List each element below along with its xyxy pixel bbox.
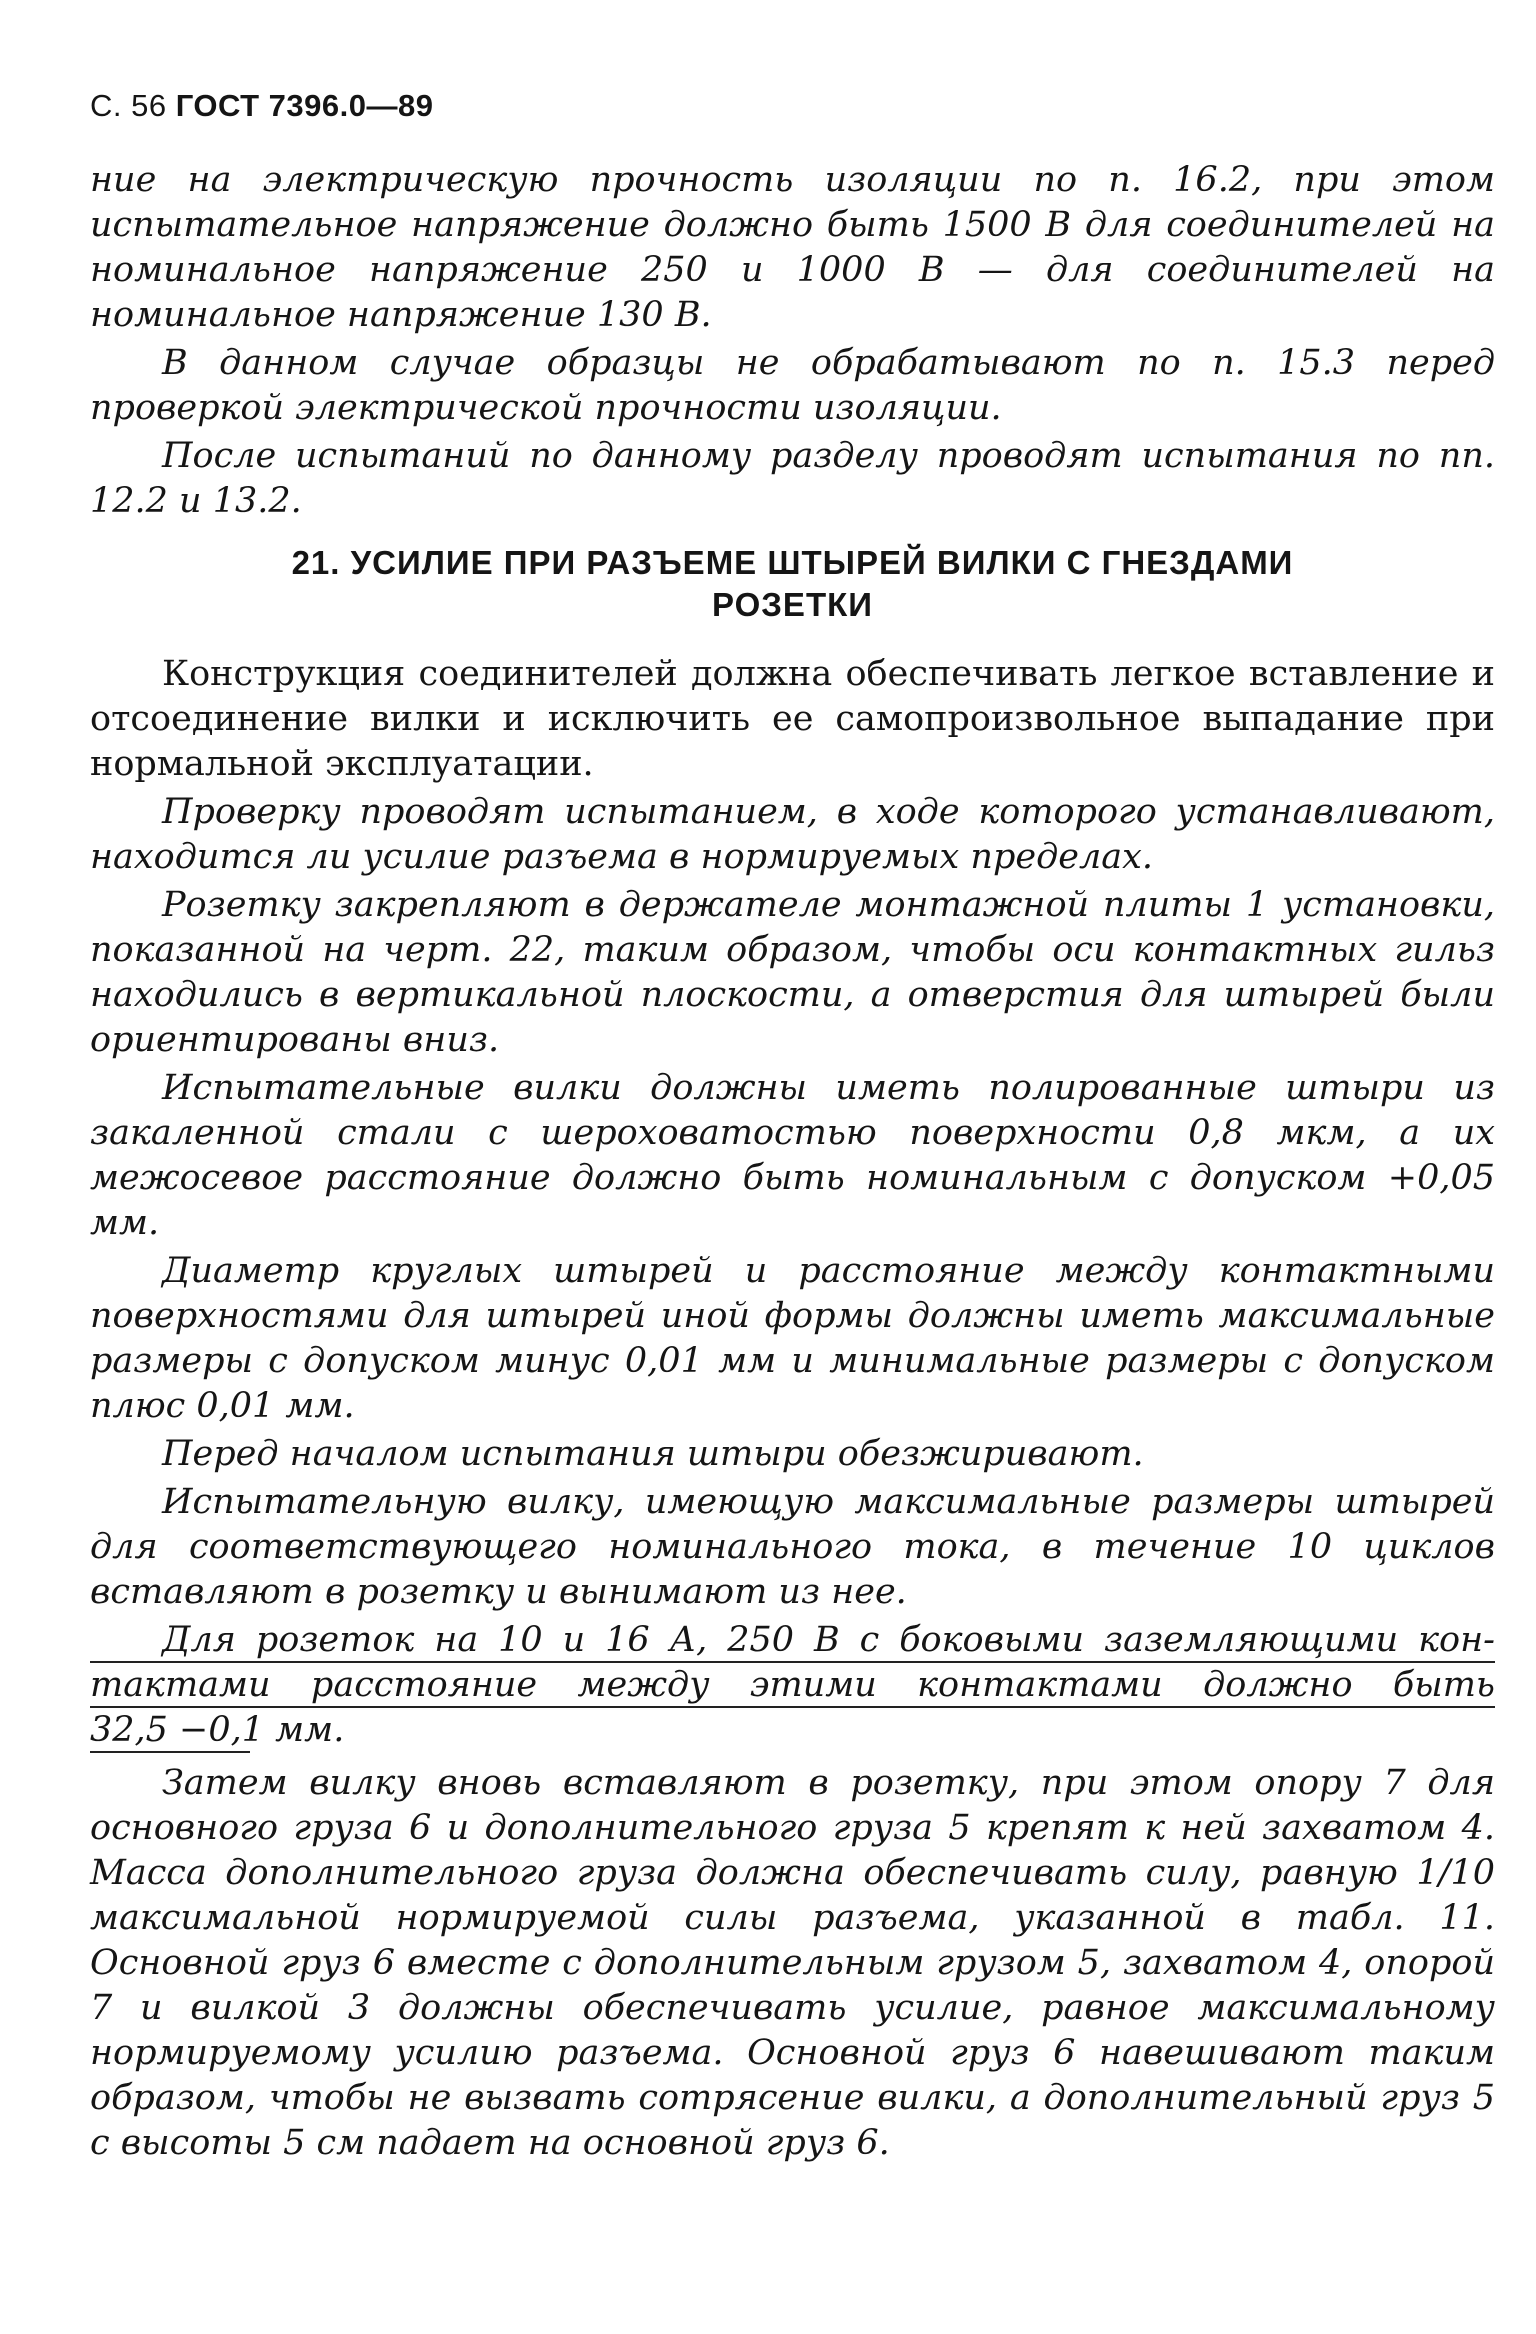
page-header [90, 88, 1495, 124]
section-heading-line2: РОЗЕТКИ [712, 586, 873, 623]
paragraph: Испытательную вилку, имеющую максимальные размеры штырей для соответствующего номинального тока, в течение 10 циклов вставляют в розетку и вынимают из нее. [90, 1482, 1495, 1612]
paragraph: Перед началом испытания штыри обезжиривают. [162, 1434, 1144, 1474]
section-heading [90, 542, 1495, 626]
paragraph: Розетку закрепляют в держателе монтажной плиты 1 установки, показанной на черт. 22, таким образом, чтобы оси контактных гильз находились в вертикальной плоскости, а отверстия для штырей были ориентированы вниз. [90, 885, 1495, 1060]
paragraph: Проверку проводят испытанием, в ходе которого устанавливают, находится ли усилие разъема в нормируемых пределах. [90, 792, 1495, 877]
underlined-amendment [90, 1618, 1495, 1753]
standard-id: ГОСТ 7396.0—89 [175, 88, 434, 123]
page-number: С. 56 [90, 88, 167, 123]
section-heading-line1: 21. УСИЛИЕ ПРИ РАЗЪЕМЕ ШТЫРЕЙ ВИЛКИ С ГНЕЗДАМИ [291, 544, 1294, 581]
paragraph-requirement: Конструкция соединителей должна обеспечивать легкое вставление и отсоединение вилки и исключить ее самопроизвольное выпадание при нормальной эксплуатации. [90, 654, 1495, 784]
paragraph: После испытаний по данному разделу проводят испытания по пп. 12.2 и 13.2. [90, 436, 1495, 521]
paragraph-continuation: ние на электрическую прочность изоляции по п. 16.2, при этом испытательное напряжение должно быть 1500 В для соединителей на номинальное напряжение 250 и 1000 В — для соединителей на номинальное напряжение 130 В. [90, 160, 1495, 335]
paragraph: Испытательные вилки должны иметь полированные штыри из закаленной стали с шероховатостью поверхности 0,8 мкм, а их межосевое расстояние должно быть номинальным с допуском +0,05 мм. [90, 1068, 1495, 1243]
amendment-line1: Для розеток на 10 и 16 А, 250 В с боковыми заземляющими кон- [162, 1620, 1495, 1660]
document-page [90, 88, 1495, 2166]
paragraph: В данном случае образцы не обрабатывают по п. 15.3 перед проверкой электрической прочности изоляции. [90, 343, 1495, 428]
amendment-line3: 32,5 −0,1 мм. [90, 1710, 345, 1750]
amendment-line2: тактами расстояние между этими контактами должно быть [90, 1665, 1495, 1705]
paragraph-final: Затем вилку вновь вставляют в розетку, при этом опору 7 для основного груза 6 и дополнительного груза 5 крепят к ней захватом 4. Масса дополнительного груза должна обеспечивать силу, равную 1/10 максимальной нормируемой силы разъема, указанной в табл. 11. Основной груз 6 вместе с дополнительным грузом 5, захватом 4, опорой 7 и вилкой 3 должны обеспечивать усилие, равное максимальному нормируемому усилию разъема. Основной груз 6 навешивают таким образом, чтобы не вызвать сотрясение вилки, а дополнительный груз 5 с высоты 5 см падает на основной груз 6. [90, 1763, 1495, 2163]
paragraph: Диаметр круглых штырей и расстояние между контактными поверхностями для штырей иной формы должны иметь максимальные размеры с допуском минус 0,01 мм и минимальные размеры с допуском плюс 0,01 мм. [90, 1251, 1495, 1426]
